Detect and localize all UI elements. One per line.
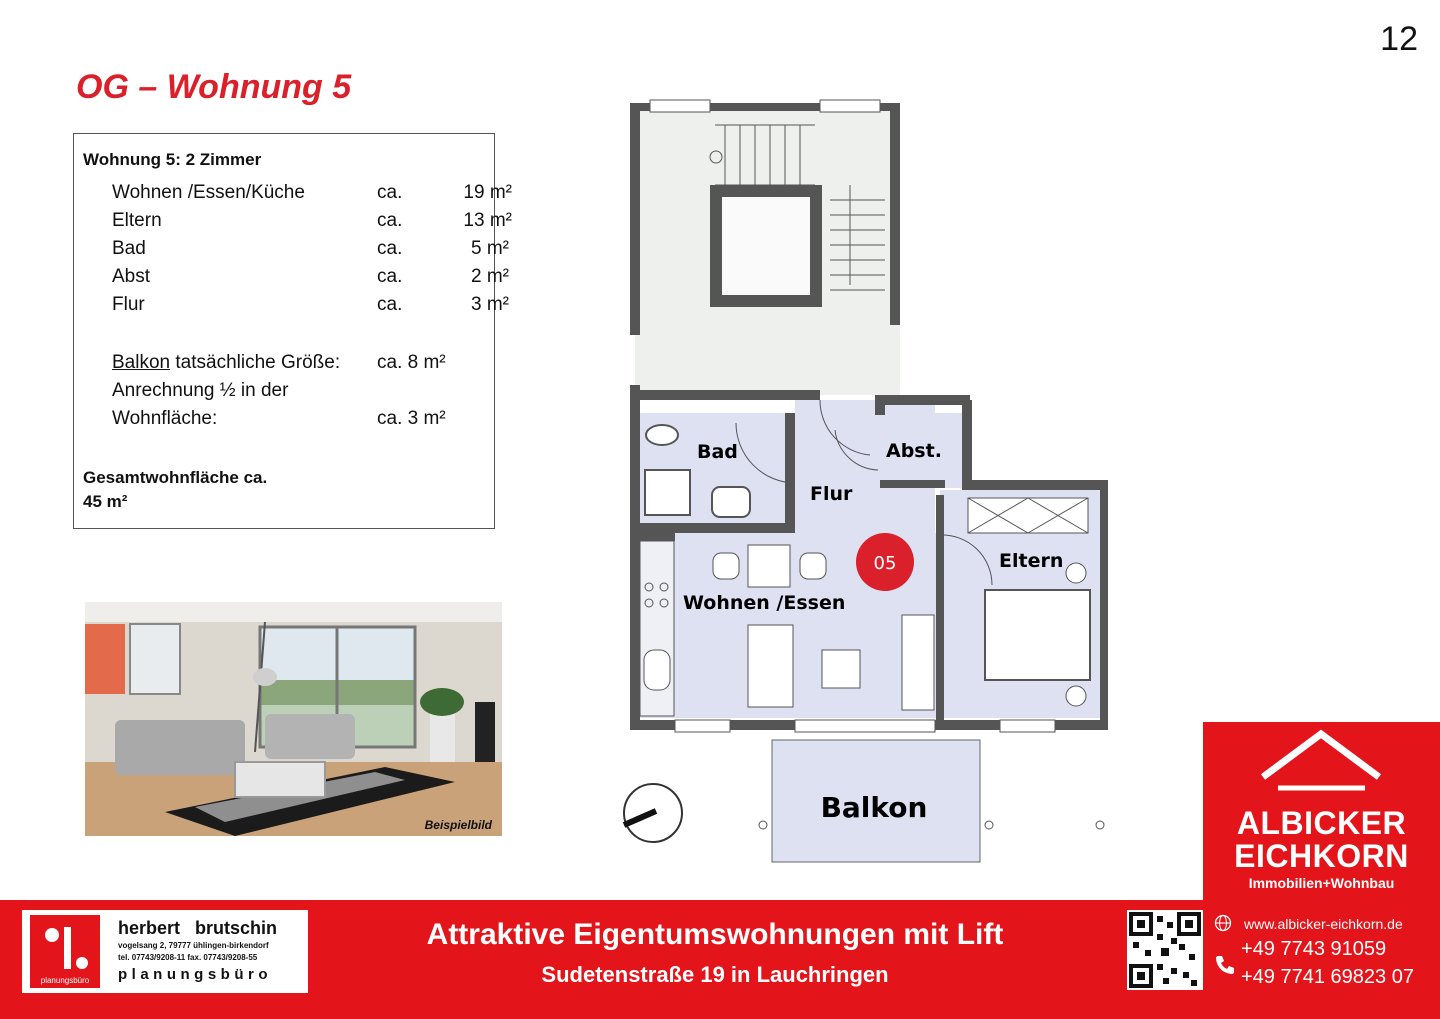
logo-line2: EICHKORN — [1234, 838, 1409, 874]
wash-basin — [712, 487, 750, 517]
company-logo — [1203, 722, 1440, 902]
room-name: Wohnen /Essen/Küche — [112, 182, 305, 203]
chair — [713, 553, 739, 579]
balcony-actual: ca. 8 m² — [377, 352, 446, 373]
qr-code[interactable] — [1127, 910, 1203, 990]
room-ca: ca. — [377, 266, 403, 287]
partner-address: vogelsang 2, 79777 ühlingen-birkendorf — [118, 941, 269, 950]
balcony-post — [985, 821, 993, 829]
room-ca: ca. — [377, 210, 403, 231]
partner-mark — [30, 915, 100, 988]
qr-code-icon — [1127, 910, 1203, 990]
photo-caption: Beispielbild — [424, 818, 492, 832]
room-area: 5 m² — [471, 238, 509, 259]
dining-table — [748, 545, 790, 587]
nightstand-lamp — [1066, 686, 1086, 706]
window — [1000, 720, 1055, 732]
room-name: Abst — [112, 266, 151, 287]
area-summary-box — [73, 133, 512, 529]
toilet — [646, 425, 678, 445]
room-area: 13 m² — [463, 210, 512, 231]
elevator-cabin — [722, 197, 810, 295]
stairwell-wall-left — [630, 105, 640, 335]
room-area: 2 m² — [471, 266, 509, 287]
balcony-line — [112, 352, 340, 374]
balcony-word: Balkon — [112, 352, 171, 373]
window — [650, 100, 710, 112]
room-label-bad: Bad — [697, 441, 738, 463]
floor-plan — [600, 95, 1140, 875]
room-ca: ca. — [377, 238, 403, 259]
room-row — [112, 238, 509, 264]
room-area: 19 m² — [463, 182, 512, 203]
room-label-flur: Flur — [810, 483, 853, 505]
room-name: Flur — [112, 294, 145, 315]
room-ca: ca. — [377, 182, 403, 203]
balcony-credit: ca. 3 m² — [377, 408, 446, 429]
partner-phone: tel. 07743/9208-11 fax. 07743/9208-55 — [118, 953, 258, 962]
shower-tray — [645, 470, 690, 515]
logo-line1: ALBICKER — [1236, 805, 1407, 841]
partner-name: herbert brutschin — [118, 918, 278, 938]
room-name: Bad — [112, 238, 146, 259]
total-line: Gesamtwohnfläche ca. — [83, 468, 268, 487]
chair — [800, 553, 826, 579]
nightstand-lamp — [1066, 563, 1086, 583]
footer-title: Attraktive Eigentumswohnungen mit Lift — [426, 918, 1004, 951]
balcony-post — [1096, 821, 1104, 829]
footer-subtitle: Sudetenstraße 19 in Lauchringen — [541, 962, 889, 987]
credit-line: Anrechnung ½ in der — [112, 380, 289, 401]
room-label-wohnen: Wohnen /Essen — [683, 592, 846, 614]
phone-number-2[interactable]: +49 7741 69823 07 — [1241, 966, 1414, 988]
stairwell-wall-right — [890, 105, 900, 325]
room-label-eltern: Eltern — [999, 550, 1064, 572]
partner-mark-icon — [30, 915, 100, 975]
sideboard — [902, 615, 934, 710]
room-label-abst: Abst. — [886, 440, 942, 462]
window — [675, 720, 730, 732]
phone-number-1[interactable]: +49 7743 91059 — [1241, 938, 1387, 960]
sofa — [748, 625, 793, 707]
sink — [644, 650, 670, 690]
room-row — [112, 266, 509, 292]
double-bed — [985, 590, 1090, 680]
total-value: 45 m² — [83, 492, 128, 511]
room-row — [112, 182, 512, 208]
room-name: Eltern — [112, 210, 162, 231]
credit-line: Wohnfläche: — [112, 408, 218, 429]
coffee-table — [822, 650, 860, 688]
page-title: OG – Wohnung 5 — [76, 68, 352, 106]
living-room-illustration — [85, 602, 502, 836]
balcony-size-label: tatsächliche Größe: — [170, 352, 341, 373]
balcony-door — [795, 720, 935, 732]
total-area — [83, 466, 343, 514]
partner-mark-label: planungsbüro — [40, 976, 90, 985]
room-row — [112, 210, 512, 236]
box-heading: Wohnung 5: 2 Zimmer — [83, 150, 262, 169]
phone-icon — [1214, 954, 1236, 976]
house-roof-icon — [1203, 722, 1440, 802]
balcony-post — [759, 821, 767, 829]
room-row — [112, 294, 509, 320]
page-number: 12 — [1380, 20, 1418, 58]
room-label-balkon: Balkon — [820, 791, 928, 824]
unit-number: 05 — [873, 553, 897, 574]
website-link[interactable]: www.albicker-eichkorn.de — [1244, 916, 1403, 932]
example-photo — [85, 602, 502, 836]
globe-icon — [1214, 914, 1232, 932]
window — [820, 100, 880, 112]
logo-subtitle: Immobilien+Wohnbau — [1248, 875, 1395, 891]
wardrobe — [968, 498, 1088, 533]
partner-logo — [22, 910, 308, 993]
room-area: 3 m² — [471, 294, 509, 315]
room-ca: ca. — [377, 294, 403, 315]
partner-type: planungsbüro — [118, 966, 272, 983]
